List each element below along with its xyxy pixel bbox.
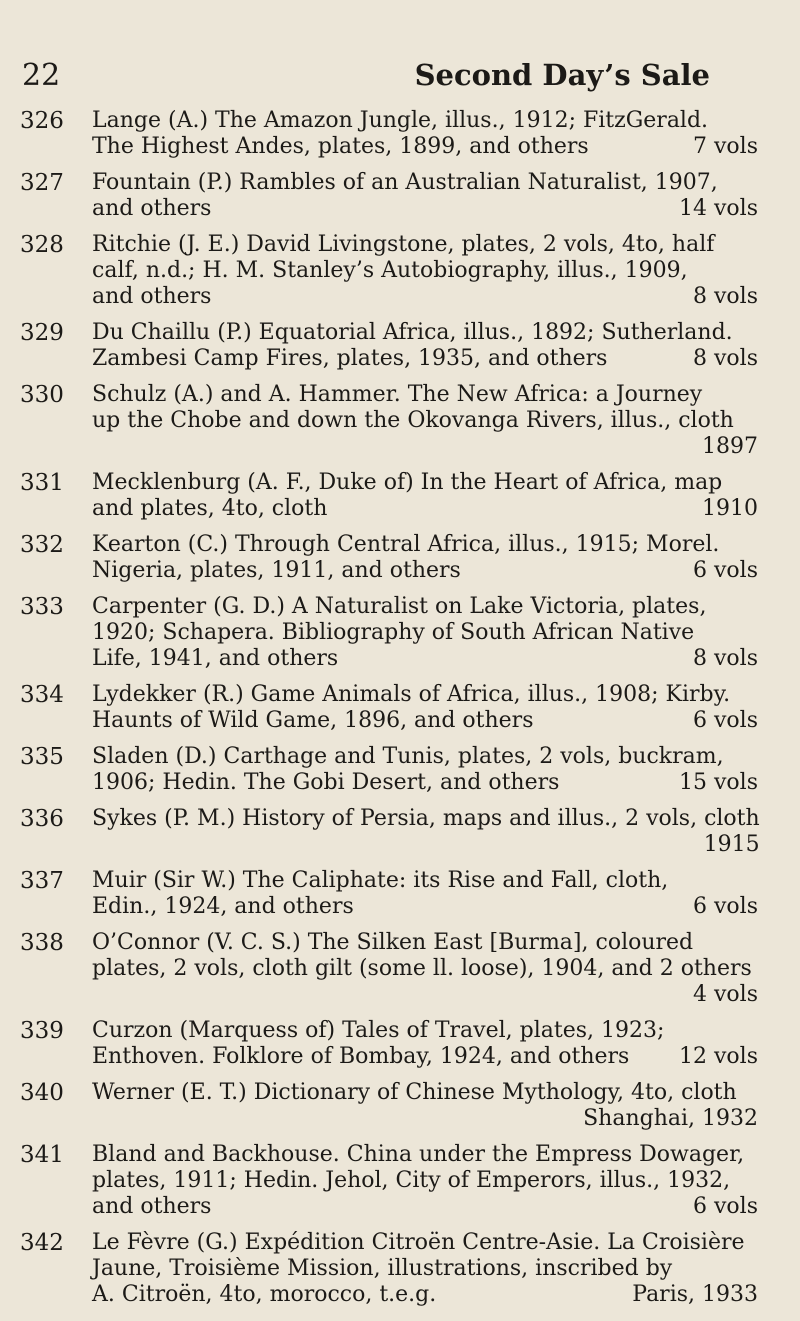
lot-line-text: and others: [92, 284, 212, 309]
lot-number: 338: [20, 930, 64, 956]
lot-line-text: and others: [92, 1194, 212, 1219]
lot-line: [92, 496, 758, 522]
lot-description: [92, 1018, 758, 1070]
lot-line: [92, 770, 758, 796]
lot-line: plates, 1911; Hedin. Jehol, City of Emperors, illus., 1932,: [92, 1168, 731, 1193]
lot-description: [92, 1080, 758, 1132]
lot-line: Schulz (A.) and A. Hammer. The New Africa: a Journey: [92, 382, 703, 407]
lot-number: 329: [20, 320, 64, 346]
lot-description: [92, 470, 758, 522]
lot-number: 328: [20, 232, 64, 258]
lot-volumes: 6 vols: [693, 558, 758, 583]
lot-number: 332: [20, 532, 64, 558]
lot-description: [92, 1142, 758, 1220]
lot-line-end: Shanghai, 1932: [583, 1106, 758, 1131]
lot-number: 340: [20, 1080, 64, 1106]
lot-entry: [20, 1142, 758, 1220]
lot-description: [92, 682, 758, 734]
lot-entry: [20, 594, 758, 672]
lot-volumes: 8 vols: [693, 646, 758, 671]
lot-entry: [20, 1080, 758, 1132]
lot-description: [92, 232, 758, 310]
lot-entry: [20, 868, 758, 920]
lot-description: [92, 320, 758, 372]
lot-line: [92, 894, 758, 920]
lot-volumes: 1910: [702, 496, 758, 521]
lot-number: 327: [20, 170, 64, 196]
lot-volumes: 6 vols: [693, 894, 758, 919]
lot-entry: [20, 930, 758, 1008]
lot-line: Sykes (P. M.) History of Persia, maps and illus., 2 vols, cloth: [92, 806, 760, 831]
lot-line: 1920; Schapera. Bibliography of South African Native: [92, 620, 695, 645]
lot-number: 342: [20, 1230, 64, 1256]
lot-volumes: Paris, 1933: [632, 1282, 758, 1307]
lot-description: [92, 1230, 758, 1308]
lot-volumes: 15 vols: [679, 770, 758, 795]
lot-description: [92, 744, 758, 796]
lot-line: [92, 134, 758, 160]
lot-entry: [20, 744, 758, 796]
lot-entry: [20, 232, 758, 310]
lot-line: [92, 558, 758, 584]
lot-entry: [20, 682, 758, 734]
lot-number: 330: [20, 382, 64, 408]
lot-line: Muir (Sir W.) The Caliphate: its Rise and Fall, cloth,: [92, 868, 669, 893]
lot-number: 336: [20, 806, 64, 832]
lot-line-text: Nigeria, plates, 1911, and others: [92, 558, 461, 583]
page-header: [22, 58, 710, 93]
lot-line: [92, 1194, 758, 1220]
lot-line: [92, 196, 758, 222]
lot-line-text: The Highest Andes, plates, 1899, and others: [92, 134, 589, 159]
lot-entry: [20, 470, 758, 522]
lot-entry: [20, 806, 758, 858]
lot-line-text: Life, 1941, and others: [92, 646, 339, 671]
lot-line-text: Edin., 1924, and others: [92, 894, 354, 919]
lot-line: [92, 284, 758, 310]
lot-line: Sladen (D.) Carthage and Tunis, plates, 2 vols, buckram,: [92, 744, 724, 769]
lot-line: Lange (A.) The Amazon Jungle, illus., 1912; FitzGerald.: [92, 108, 709, 133]
lot-line: Curzon (Marquess of) Tales of Travel, plates, 1923;: [92, 1018, 665, 1043]
lot-volumes: 6 vols: [693, 708, 758, 733]
lot-number: 331: [20, 470, 64, 496]
lot-number: 333: [20, 594, 64, 620]
lot-line-text: Zambesi Camp Fires, plates, 1935, and others: [92, 346, 608, 371]
lot-line-end: 1915: [703, 832, 760, 857]
lot-line: Fountain (P.) Rambles of an Australian Naturalist, 1907,: [92, 170, 718, 195]
lot-entry: [20, 170, 758, 222]
lot-line: O’Connor (V. C. S.) The Silken East [Burma], coloured: [92, 930, 694, 955]
lot-list: [20, 108, 758, 1318]
lot-line: Werner (E. T.) Dictionary of Chinese Mythology, 4to, cloth: [92, 1080, 737, 1105]
lot-number: 326: [20, 108, 64, 134]
lot-volumes: 8 vols: [693, 346, 758, 371]
lot-description: [92, 108, 758, 160]
lot-volumes: 12 vols: [679, 1044, 758, 1069]
lot-line-text: Enthoven. Folklore of Bombay, 1924, and others: [92, 1044, 630, 1069]
lot-number: 337: [20, 868, 64, 894]
lot-line-text: 1906; Hedin. The Gobi Desert, and others: [92, 770, 560, 795]
lot-line: Mecklenburg (A. F., Duke of) In the Heart of Africa, map: [92, 470, 723, 495]
lot-description: [92, 594, 758, 672]
lot-description: [92, 868, 758, 920]
lot-line: plates, 2 vols, cloth gilt (some ll. loose), 1904, and 2 others: [92, 956, 752, 981]
lot-line: Bland and Backhouse. China under the Empress Dowager,: [92, 1142, 745, 1167]
lot-volumes: 14 vols: [679, 196, 758, 221]
lot-description: [92, 806, 760, 858]
lot-number: 335: [20, 744, 64, 770]
lot-line: Du Chaillu (P.) Equatorial Africa, illus., 1892; Sutherland.: [92, 320, 733, 345]
lot-volumes: 7 vols: [693, 134, 758, 159]
lot-entry: [20, 320, 758, 372]
lot-description: [92, 930, 758, 1008]
lot-line: Lydekker (R.) Game Animals of Africa, illus., 1908; Kirby.: [92, 682, 731, 707]
lot-description: [92, 382, 758, 460]
lot-line: Le Fèvre (G.) Expédition Citroën Centre-Asie. La Croisière: [92, 1230, 745, 1255]
lot-line-end: 4 vols: [693, 982, 758, 1007]
lot-line-text: A. Citroën, 4to, morocco, t.e.g.: [92, 1282, 437, 1307]
lot-entry: [20, 532, 758, 584]
lot-line-text: and others: [92, 196, 212, 221]
lot-entry: [20, 1018, 758, 1070]
lot-description: [92, 532, 758, 584]
lot-line: calf, n.d.; H. M. Stanley’s Autobiography, illus., 1909,: [92, 258, 688, 283]
lot-line: [92, 646, 758, 672]
lot-entry: [20, 1230, 758, 1308]
lot-entry: [20, 382, 758, 460]
lot-line-text: and plates, 4to, cloth: [92, 496, 328, 521]
lot-line: [92, 1282, 758, 1308]
lot-number: 339: [20, 1018, 64, 1044]
lot-line: Carpenter (G. D.) A Naturalist on Lake Victoria, plates,: [92, 594, 707, 619]
lot-number: 334: [20, 682, 64, 708]
lot-volumes: 6 vols: [693, 1194, 758, 1219]
lot-line: [92, 346, 758, 372]
page-number: 22: [22, 58, 61, 93]
lot-line: [92, 708, 758, 734]
lot-number: 341: [20, 1142, 64, 1168]
lot-entry: [20, 108, 758, 160]
lot-line: Kearton (C.) Through Central Africa, illus., 1915; Morel.: [92, 532, 720, 557]
lot-line: [92, 1044, 758, 1070]
running-title: Second Day’s Sale: [414, 58, 710, 92]
lot-description: [92, 170, 758, 222]
lot-line: up the Chobe and down the Okovanga Rivers, illus., cloth: [92, 408, 734, 433]
lot-line: Ritchie (J. E.) David Livingstone, plates, 2 vols, 4to, half: [92, 232, 715, 257]
lot-volumes: 8 vols: [693, 284, 758, 309]
lot-line-text: Haunts of Wild Game, 1896, and others: [92, 708, 534, 733]
lot-line: Jaune, Troisième Mission, illustrations, inscribed by: [92, 1256, 673, 1281]
lot-line-end: 1897: [702, 434, 758, 459]
